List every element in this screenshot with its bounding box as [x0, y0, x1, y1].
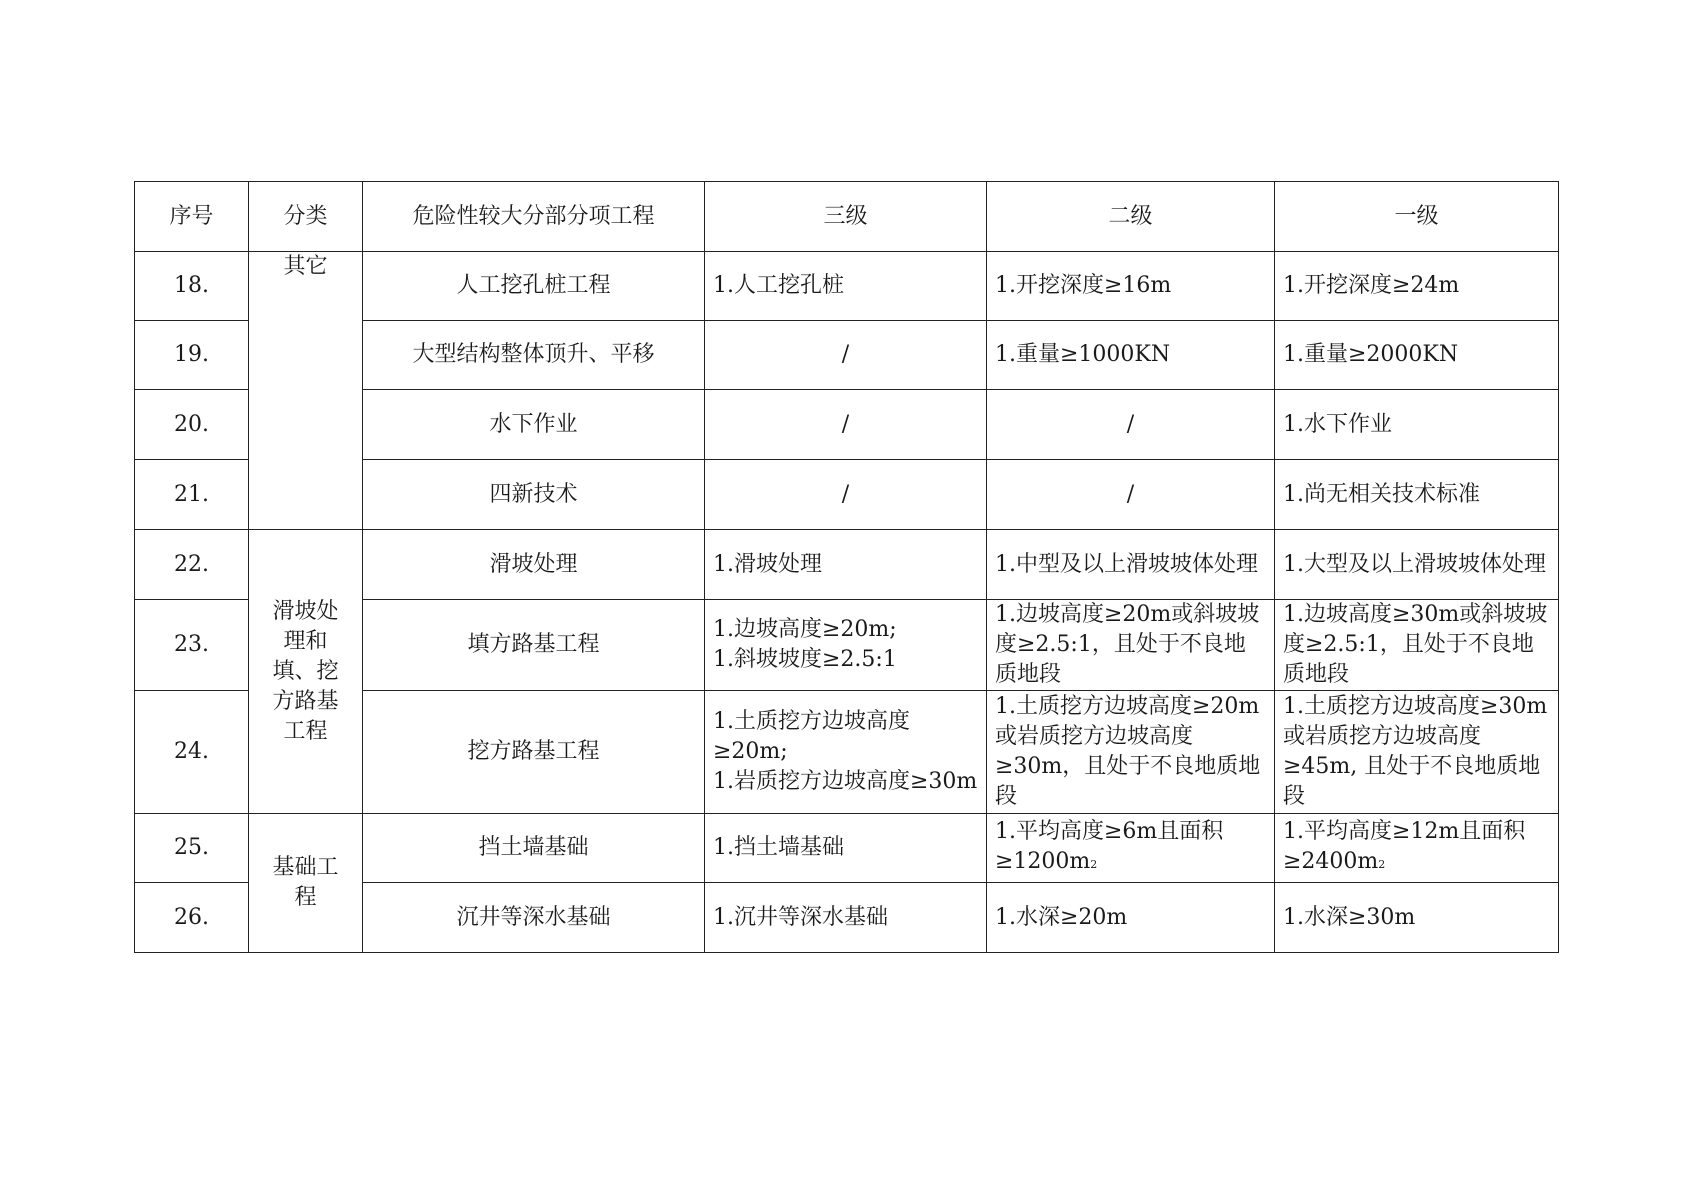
- hazard-grading-table: [134, 181, 1559, 953]
- table-row: [135, 252, 1559, 321]
- row-level2: 1.开挖深度≥16m: [987, 252, 1275, 321]
- row-project: 沉井等深水基础: [363, 883, 705, 953]
- row-level3: 1.挡土墙基础: [705, 814, 987, 883]
- row-project: 填方路基工程: [363, 600, 705, 691]
- header-category: 分类: [249, 182, 363, 252]
- table-header-row: [135, 182, 1559, 252]
- row-level1: 1.开挖深度≥24m: [1275, 252, 1559, 321]
- row-level3: /: [705, 460, 987, 530]
- row-level1: 1.土质挖方边坡高度≥30m或岩质挖方边坡高度≥45m, 且处于不良地质地段: [1275, 691, 1559, 814]
- row-no: 24.: [135, 691, 249, 814]
- row-project: 四新技术: [363, 460, 705, 530]
- row-level3: 1.人工挖孔桩: [705, 252, 987, 321]
- row-level3: 1.滑坡处理: [705, 530, 987, 600]
- row-level2: 1.土质挖方边坡高度≥20m或岩质挖方边坡高度≥30m，且处于不良地质地段: [987, 691, 1275, 814]
- row-level2: /: [987, 390, 1275, 460]
- row-project: 水下作业: [363, 390, 705, 460]
- row-project: 滑坡处理: [363, 530, 705, 600]
- row-project: 大型结构整体顶升、平移: [363, 321, 705, 390]
- row-level1: 1.大型及以上滑坡坡体处理: [1275, 530, 1559, 600]
- header-level1: 一级: [1275, 182, 1559, 252]
- level1-text: 1.平均高度≥12m且面积≥2400m: [1283, 818, 1526, 874]
- header-level3: 三级: [705, 182, 987, 252]
- row-level3: 1.土质挖方边坡高度≥20m; 1.岩质挖方边坡高度≥30m: [705, 691, 987, 814]
- row-level1: 1.重量≥2000KN: [1275, 321, 1559, 390]
- table-row: [135, 530, 1559, 600]
- category-other: 其它: [249, 252, 363, 530]
- row-project: 挖方路基工程: [363, 691, 705, 814]
- level1-superscript: 2: [1378, 857, 1386, 871]
- row-level3: /: [705, 390, 987, 460]
- row-no: 23.: [135, 600, 249, 691]
- level2-text: 1.平均高度≥6m且面积≥1200m: [995, 818, 1224, 874]
- row-level1: [1275, 814, 1559, 883]
- row-level2: 1.中型及以上滑坡坡体处理: [987, 530, 1275, 600]
- row-level3: 1.沉井等深水基础: [705, 883, 987, 953]
- row-project: 挡土墙基础: [363, 814, 705, 883]
- row-no: 25.: [135, 814, 249, 883]
- row-level2: 1.水深≥20m: [987, 883, 1275, 953]
- category-slope: 滑坡处理和填、挖方路基工程: [249, 530, 363, 814]
- row-level1: 1.边坡高度≥30m或斜坡坡度≥2.5:1，且处于不良地质地段: [1275, 600, 1559, 691]
- row-no: 22.: [135, 530, 249, 600]
- row-level2: 1.边坡高度≥20m或斜坡坡度≥2.5:1，且处于不良地质地段: [987, 600, 1275, 691]
- row-level3: /: [705, 321, 987, 390]
- category-foundation: 基础工程: [249, 814, 363, 953]
- header-project: 危险性较大分部分项工程: [363, 182, 705, 252]
- row-level1: 1.尚无相关技术标准: [1275, 460, 1559, 530]
- row-no: 18.: [135, 252, 249, 321]
- row-level3: 1.边坡高度≥20m; 1.斜坡坡度≥2.5:1: [705, 600, 987, 691]
- row-no: 19.: [135, 321, 249, 390]
- row-project: 人工挖孔桩工程: [363, 252, 705, 321]
- row-level1: 1.水深≥30m: [1275, 883, 1559, 953]
- row-level2: [987, 814, 1275, 883]
- row-no: 26.: [135, 883, 249, 953]
- row-level2: /: [987, 460, 1275, 530]
- table-row: [135, 814, 1559, 883]
- row-no: 21.: [135, 460, 249, 530]
- header-level2: 二级: [987, 182, 1275, 252]
- header-no: 序号: [135, 182, 249, 252]
- row-no: 20.: [135, 390, 249, 460]
- row-level2: 1.重量≥1000KN: [987, 321, 1275, 390]
- level2-superscript: 2: [1090, 857, 1098, 871]
- row-level1: 1.水下作业: [1275, 390, 1559, 460]
